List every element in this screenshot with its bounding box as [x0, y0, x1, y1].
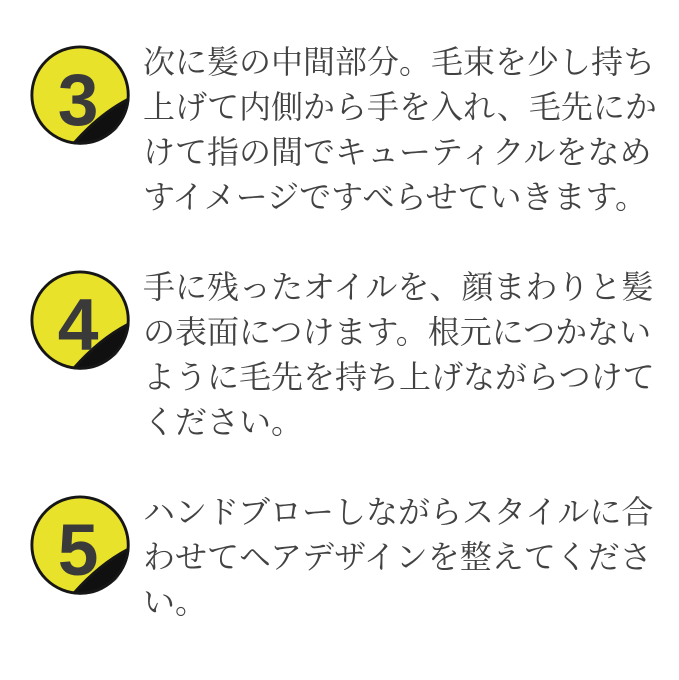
- step-number: 3: [57, 58, 99, 141]
- step-4-badge: [29, 269, 135, 375]
- step-text: 次に髪の中間部分。毛束を少し持ち上げて内側から手を入れ、毛先にかけて指の間でキューティクルをなめすイメージですべらせていきます。: [143, 44, 657, 215]
- step-number: 4: [57, 283, 99, 366]
- sticker-badge-icon: [29, 44, 135, 150]
- sticker-badge-icon: [29, 269, 135, 375]
- step-text: 手に残ったオイルを、顔まわりと髪の表面につけます。根元につかないように毛先を持ち上げながらつけてください。: [143, 269, 655, 440]
- step-item-4: [29, 265, 661, 445]
- step-item-5: [29, 490, 661, 625]
- step-item-3: [29, 40, 661, 220]
- step-5-badge: [29, 494, 135, 600]
- step-3-badge: [29, 44, 135, 150]
- step-number: 5: [57, 508, 99, 591]
- sticker-badge-icon: [29, 494, 135, 600]
- step-text: ハンドブローしながらスタイルに合わせてヘアデザインを整えてください。: [143, 494, 654, 620]
